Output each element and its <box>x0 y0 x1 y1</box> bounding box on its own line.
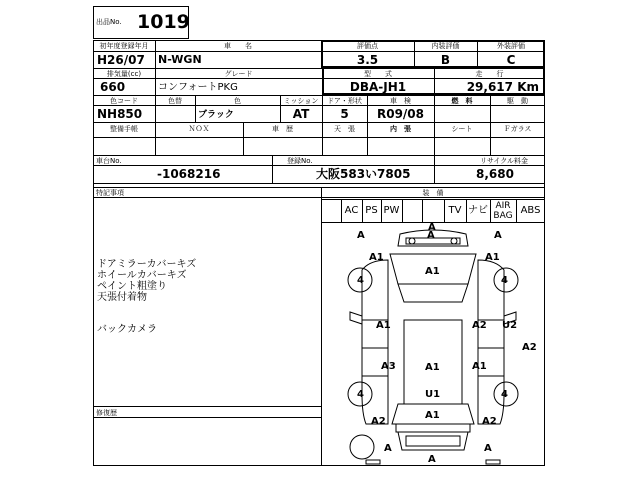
chassis-number-label: 車台No. <box>96 157 122 165</box>
first-registration-label: 初年度登録年月 <box>99 42 149 50</box>
exterior-grade-label: 外装評価 <box>497 42 525 50</box>
displacement-label: 排気量(cc) <box>106 70 142 78</box>
transmission: AT <box>292 107 310 121</box>
damage-mark: A1 <box>472 361 487 372</box>
exterior-grade: C <box>506 53 516 67</box>
damage-mark: A2 <box>472 320 487 331</box>
fuel-label: 燃 料 <box>451 97 473 105</box>
damage-mark: A1 <box>485 252 500 263</box>
car-damage-diagram <box>322 224 544 466</box>
equipment-item: ナビ <box>468 205 488 216</box>
damage-mark: A2 <box>482 416 497 427</box>
note-line: ドアミラーカバーキズ <box>97 259 197 270</box>
car-name: N-WGN <box>158 53 202 66</box>
seat-label: シート <box>451 125 473 133</box>
recycle-fee-label: リサイクル料金 <box>480 157 529 165</box>
transmission-label: ミッション <box>283 97 319 105</box>
damage-mark: 4 <box>501 389 508 400</box>
note-line: 天張付着物 <box>97 292 147 303</box>
damage-mark: A1 <box>369 252 384 263</box>
repair-history-label: 修復歴 <box>96 409 117 417</box>
mileage-label: 走 行 <box>475 70 504 78</box>
damage-mark: U2 <box>502 320 518 331</box>
doors-label: ドア・形状 <box>327 97 362 105</box>
damage-mark: A <box>384 443 392 454</box>
score-label: 評価点 <box>357 42 378 50</box>
notes-label: 特記事項 <box>96 189 124 197</box>
equipment-item: AIR BAG <box>493 201 513 221</box>
color: ブラック <box>198 110 234 120</box>
inner-lining-label: 内 張 <box>390 125 411 133</box>
damage-mark: A <box>494 230 502 241</box>
color-code-label: 色コード <box>110 97 138 105</box>
displacement: 660 <box>100 80 126 94</box>
lot-number: 1019 <box>137 11 190 33</box>
vehicle-history-label: 車 歴 <box>272 125 293 133</box>
note-extra: バックカメラ <box>97 324 157 335</box>
inspection: R09/08 <box>376 107 425 121</box>
lot-number-label: 出品No. <box>96 18 122 26</box>
recycle-fee: 8,680 <box>476 167 514 181</box>
equipment-label: 装 備 <box>422 189 444 197</box>
damage-mark: A1 <box>425 410 440 421</box>
registration-number: 大阪583い7805 <box>316 167 411 181</box>
mileage: 29,617 Km <box>466 80 539 94</box>
equipment-item: TV <box>448 205 462 216</box>
inspection-label: 車 検 <box>390 97 411 105</box>
first-registration: H26/07 <box>97 53 145 67</box>
drive-label: 駆 動 <box>507 97 528 105</box>
damage-mark: 4 <box>501 275 508 286</box>
damage-mark: A1 <box>425 362 440 373</box>
color-label: 色 <box>234 97 241 105</box>
interior-grade: B <box>440 53 451 67</box>
windshield-label: Ｆガラス <box>503 125 532 133</box>
damage-mark: A3 <box>381 361 396 372</box>
grade: コンフォートPKG <box>158 82 238 93</box>
chassis-number: -1068216 <box>157 167 221 181</box>
damage-mark: A <box>357 230 365 241</box>
damage-mark: U1 <box>425 389 441 400</box>
equipment-item: ABS <box>520 205 541 216</box>
damage-mark: A <box>427 230 435 241</box>
nox-label: ＮＯＸ <box>188 125 210 133</box>
note-line: ホイールカバーキズ <box>97 270 187 281</box>
maintenance-record-label: 整備手帳 <box>110 125 138 133</box>
color-change-label: 色替 <box>168 97 182 105</box>
score: 3.5 <box>356 53 379 67</box>
interior-grade-label: 内装評価 <box>431 42 460 50</box>
note-line: ペイント粗塗り <box>97 281 167 292</box>
damage-mark: A2 <box>522 342 537 353</box>
color-code: NH850 <box>97 107 143 121</box>
grade-label: グレード <box>224 70 253 78</box>
damage-mark: A1 <box>376 320 391 331</box>
damage-mark: A <box>484 443 492 454</box>
damage-mark: A1 <box>425 266 440 277</box>
damage-mark: A2 <box>371 416 386 427</box>
damage-mark: A <box>428 222 436 233</box>
damage-mark: 4 <box>357 275 364 286</box>
registration-number-label: 登録No. <box>287 157 313 165</box>
damage-mark: 4 <box>357 389 364 400</box>
model-label: 型 式 <box>364 70 392 78</box>
damage-mark: A <box>428 454 436 465</box>
car-name-label: 車 名 <box>224 42 252 50</box>
equipment-item: AC <box>344 205 359 216</box>
model: DBA-JH1 <box>349 80 407 94</box>
roof-lining-label: 天 張 <box>334 125 355 133</box>
equipment-item: PW <box>383 205 400 216</box>
doors: 5 <box>340 107 349 121</box>
equipment-item: PS <box>365 205 378 216</box>
